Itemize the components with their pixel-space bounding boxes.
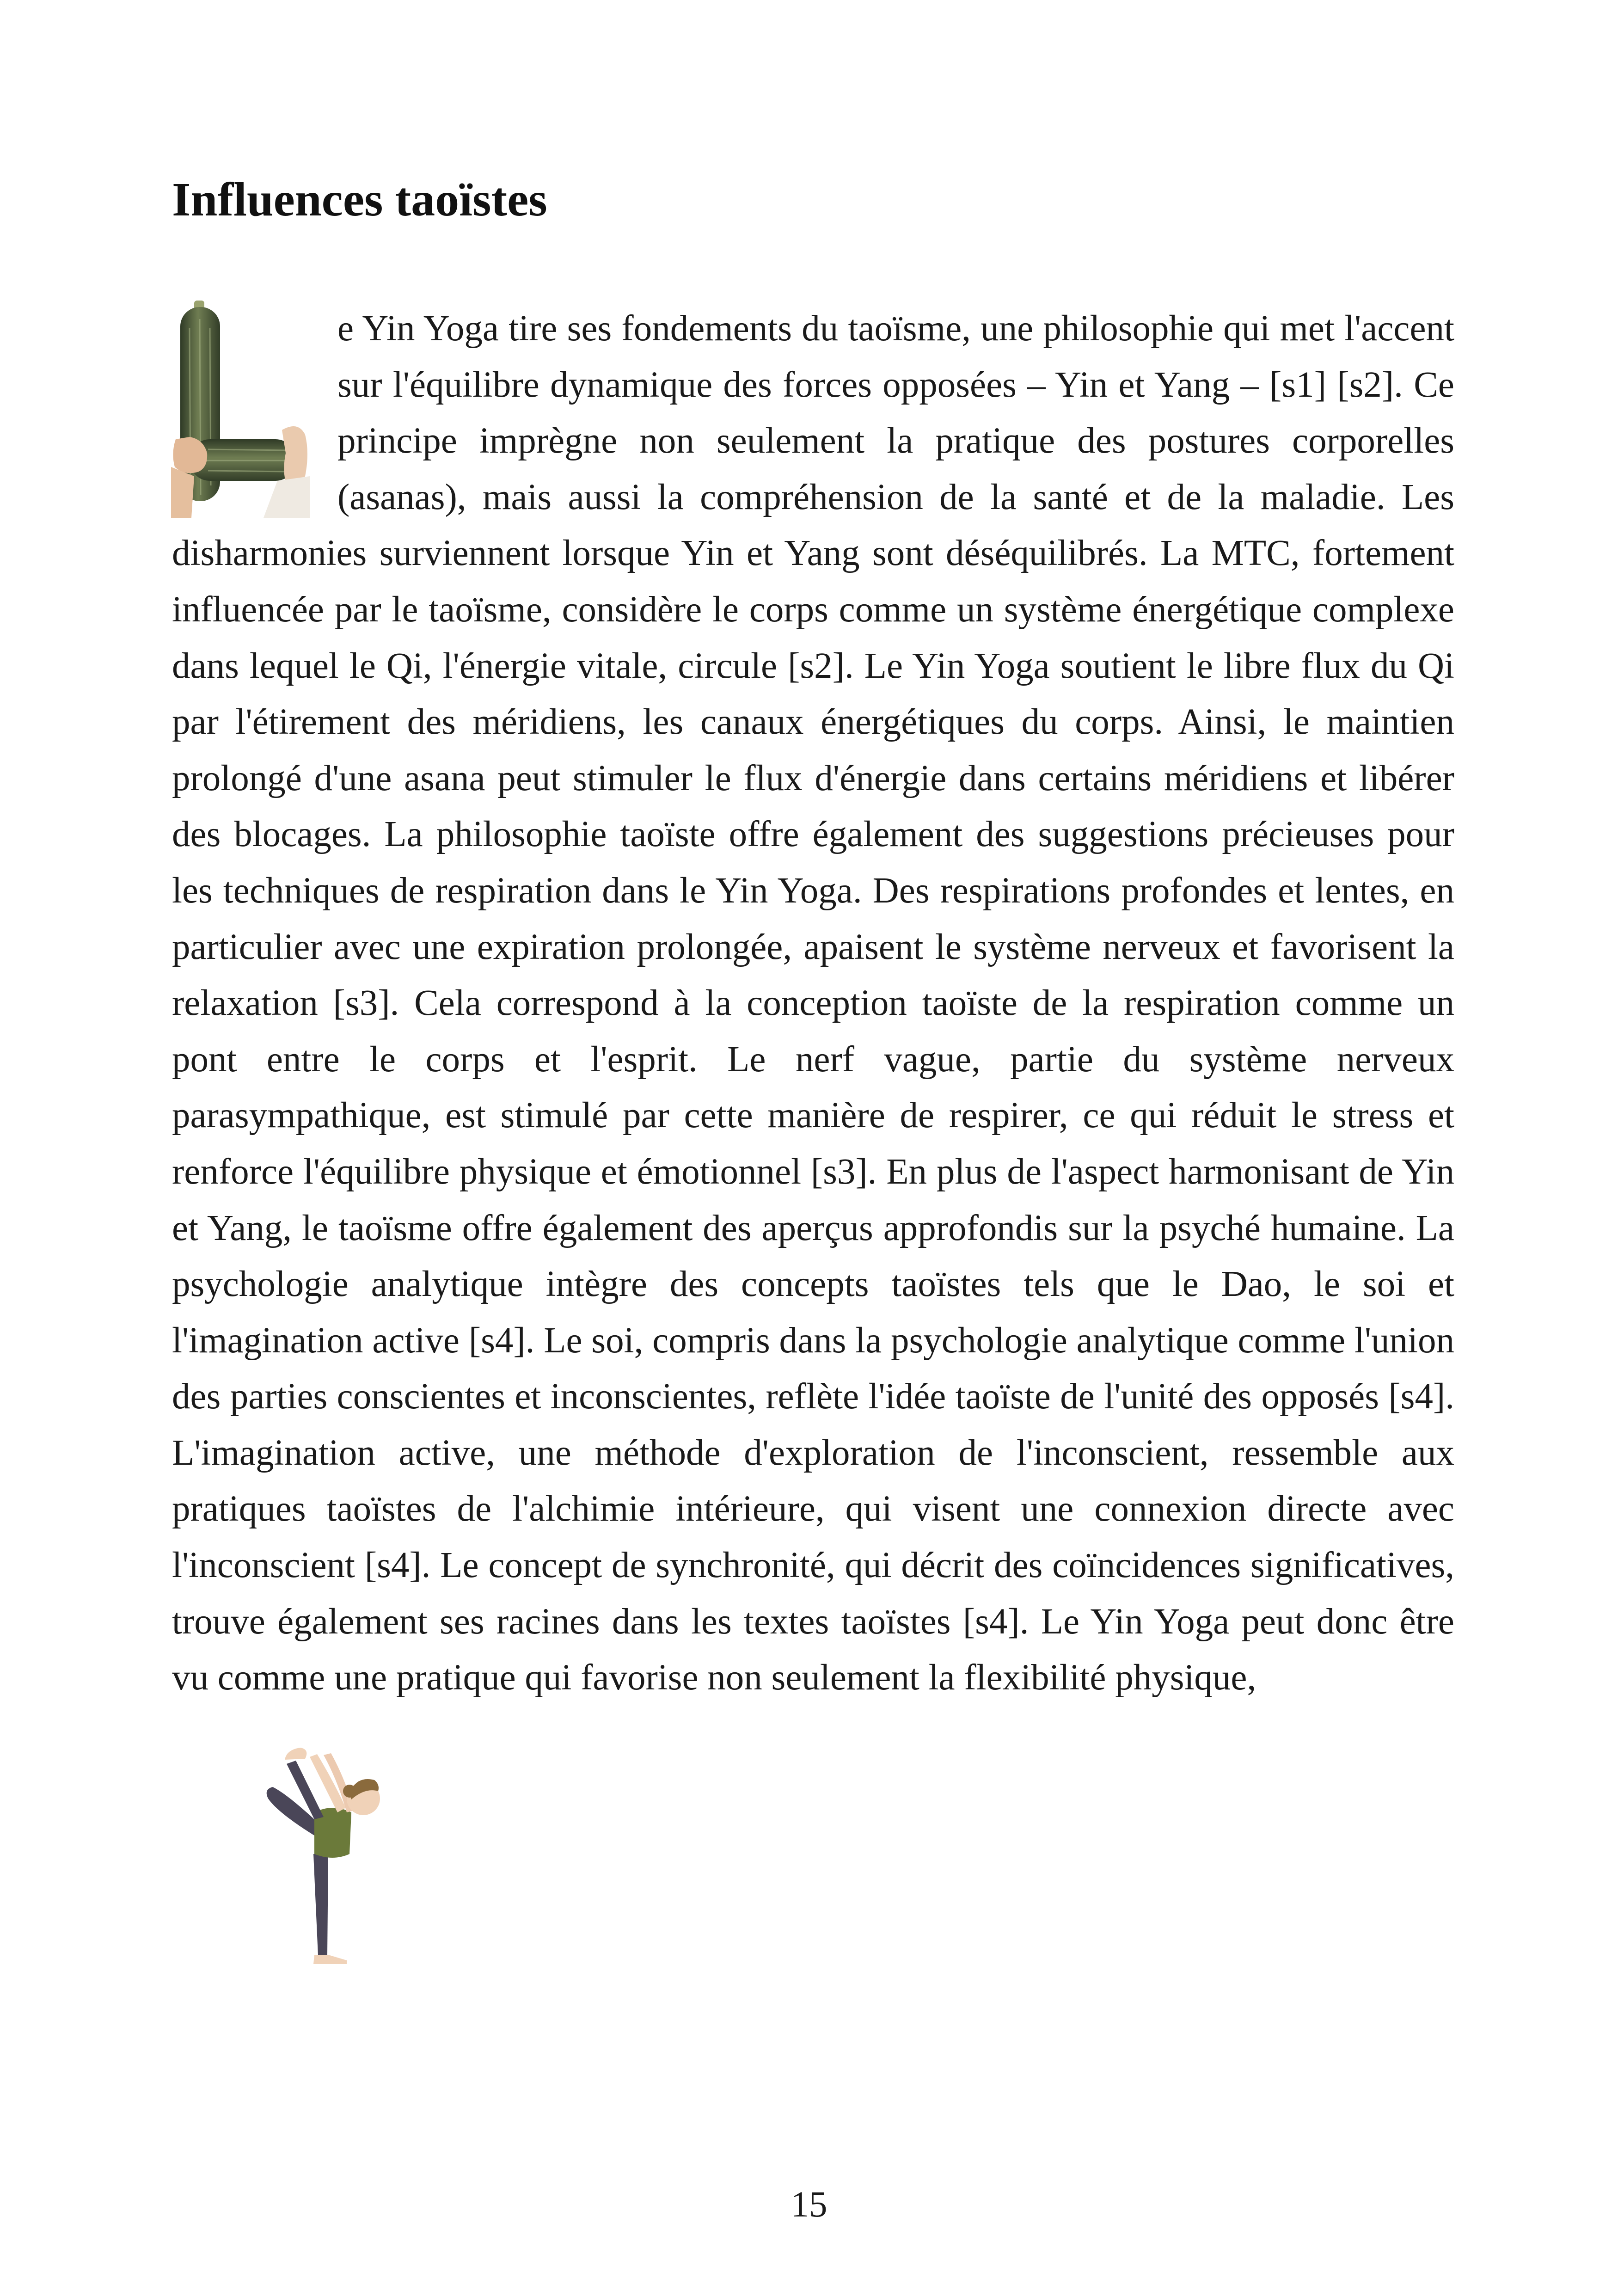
page-number: 15 xyxy=(791,2185,827,2225)
body-text: e Yin Yoga tire ses fondements du taoïsme, une philosophie qui met l'accent sur l'équilibre dynamique des forces opposées – Yin et Yang – [s1] [s2]. Ce principe imprègne non seulement la pratique des postures corporelles (asanas), mais aussi la compréhension de la santé et de la maladie. Les disharmonies surviennent lorsque Yin et Yang sont déséquilibrés. La MTC, fortement influencée par le taoïsme, considère le corps comme un système énergétique complexe dans lequel le Qi, l'énergie vitale, circule [s2]. Le Yin Yoga soutient le libre flux du Qi par l'étirement des méridiens, les canaux énergétiques du corps. Ainsi, le maintien prolongé d'une asana peut stimuler le flux d'énergie dans certains méridiens et libérer des blocages. La philosophie taoïste offre également des suggestions précieuses pour les techniques de respiration dans le Yin Yoga. Des respirations profondes et lentes, en particulier avec une expiration prolongée, apaisent le système nerveux et favorisent la relaxation [s3]. Cela correspond à la conception taoïste de la respiration comme un pont entre le corps et l'esprit. Le nerf vague, partie du système nerveux parasympathique, est stimulé par cette manière de respirer, ce qui réduit le stress et renforce l'équilibre physique et émotionnel [s3]. En plus de l'aspect harmonisant de Yin et Yang, le taoïsme offre également des aperçus approfondis sur la psyché humaine. La psychologie analytique intègre des concepts taoïstes tels que le Dao, le soi et l'imagination active [s4]. Le soi, compris dans la psychologie analytique comme l'union des parties conscientes et inconscientes, reflète l'idée taoïste de l'unité des opposés [s4]. L'imagination active, une méthode d'exploration de l'inconscient, ressemble aux pratiques taoïstes de l'alchimie intérieure, qui visent une connexion directe avec l'inconscient [s4]. Le concept de synchronité, qui décrit des coïncidences significatives, trouve également ses racines dans les textes taoïstes [s4]. Le Yin Yoga peut donc être vu comme une pratique qui favorise non seulement la flexibilité physique, xyxy=(172,308,1454,1698)
zucchini-letter-l-icon xyxy=(171,301,310,518)
section-heading: Influences taoïstes xyxy=(172,173,547,226)
dancer-pose-yoga-icon xyxy=(259,1743,398,1970)
body-paragraph xyxy=(172,301,1454,2265)
